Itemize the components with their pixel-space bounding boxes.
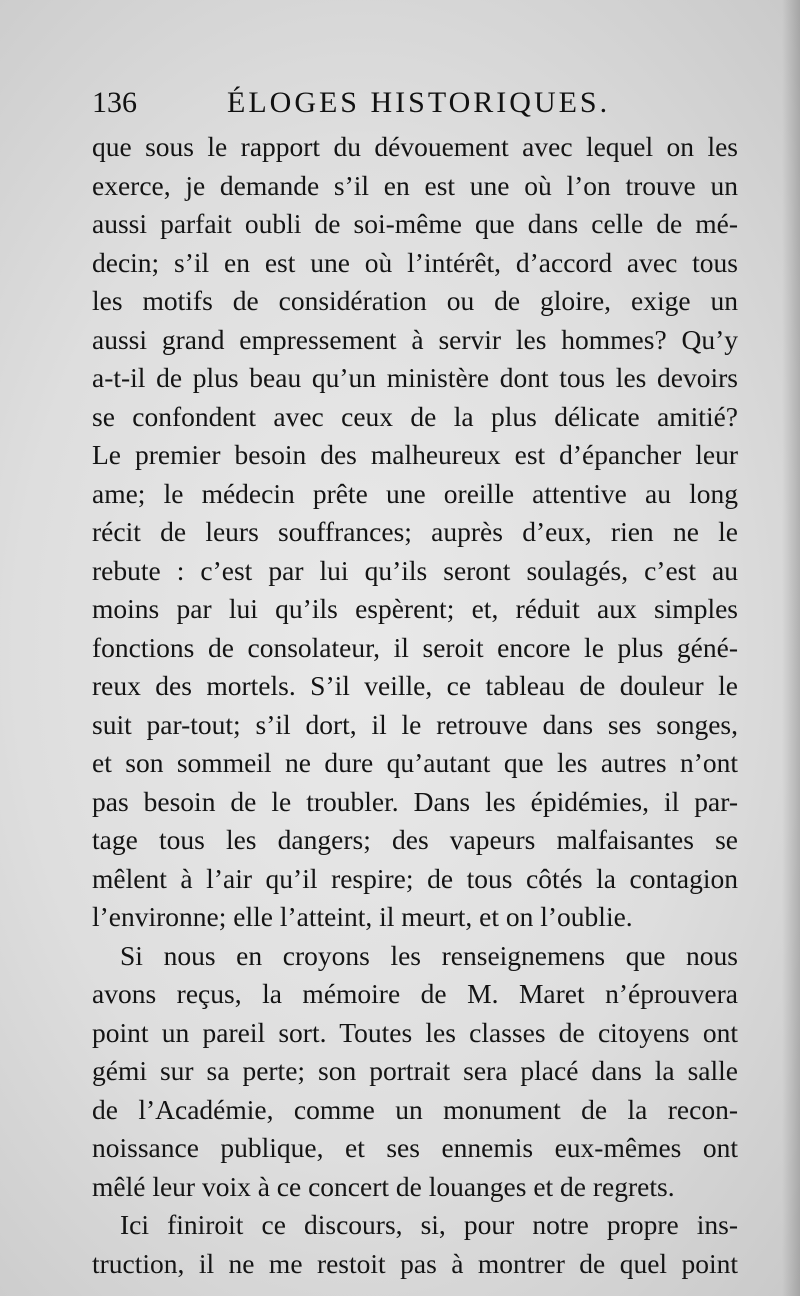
text-line: fonctions de consolateur, il seroit encore le plus géné- — [92, 631, 738, 663]
text-line: tage tous les dangers; des vapeurs malfaisantes se — [92, 824, 738, 855]
text-line: ame; le médecin prête une oreille attentive au long — [92, 477, 738, 509]
text-line: avons reçus, la mémoire de M. Maret n’éprouvera — [92, 978, 738, 1009]
text-line: a-t-il de plus beau qu’un ministère dont tous les devoirs — [92, 362, 738, 393]
text-line: reux des mortels. S’il veille, ce tableau de douleur le — [92, 670, 738, 701]
text-line: moins par lui qu’ils espèrent; et, réduit aux simples — [92, 593, 738, 624]
page-header — [92, 86, 652, 126]
text-line: pas besoin de le troubler. Dans les épidémies, il par- — [92, 785, 738, 817]
text-line: exerce, je demande s’il en est une où l’on trouve un — [92, 169, 738, 201]
running-title: ÉLOGES HISTORIQUES. — [227, 86, 611, 119]
paragraph-start-line: Si nous en croyons les renseignemens que nous — [120, 939, 738, 971]
text-line: aussi parfait oubli de soi-même que dans celle de mé- — [92, 208, 738, 239]
text-line: truction, il ne me restoit pas à montrer de quel point — [92, 1247, 738, 1279]
paragraph-start-line: Ici finiroit ce discours, si, pour notre propre ins- — [120, 1209, 738, 1240]
text-line: les motifs de considération ou de gloire, exige un — [92, 285, 738, 316]
page-number: 136 — [92, 86, 137, 119]
paragraph-end-line: l’environne; elle l’atteint, il meurt, et on l’oublie. — [92, 901, 633, 932]
text-line: récit de leurs souffrances; auprès d’eux, rien ne le — [92, 516, 738, 547]
text-line: suit par-tout; s’il dort, il le retrouve dans ses songes, — [92, 708, 738, 740]
text-line: gémi sur sa perte; son portrait sera placé dans la salle — [92, 1055, 738, 1086]
text-line: decin; s’il en est une où l’intérêt, d’accord avec tous — [92, 246, 738, 278]
text-line: mêlent à l’air qu’il respire; de tous côtés la contagion — [92, 862, 738, 894]
text-line: se confondent avec ceux de la plus délicate amitié? — [92, 400, 738, 432]
text-line: que sous le rapport du dévouement avec lequel on les — [92, 131, 738, 162]
text-line: point un pareil sort. Toutes les classes de citoyens ont — [92, 1016, 738, 1048]
text-line: de l’Académie, comme un monument de la recon- — [92, 1093, 738, 1125]
paragraph-end-line: mêlé leur voix à ce concert de louanges et de regrets. — [92, 1170, 675, 1202]
page-edge-shadow — [782, 0, 800, 1296]
body-text — [92, 128, 738, 1283]
text-line: rebute : c’est par lui qu’ils seront soulagés, c’est au — [92, 554, 738, 586]
text-line: aussi grand empressement à servir les hommes? Qu’y — [92, 323, 738, 355]
text-line: et son sommeil ne dure qu’autant que les autres n’ont — [92, 747, 738, 778]
text-line: Le premier besoin des malheureux est d’épancher leur — [92, 439, 738, 470]
text-line: noissance publique, et ses ennemis eux-mêmes ont — [92, 1132, 738, 1163]
